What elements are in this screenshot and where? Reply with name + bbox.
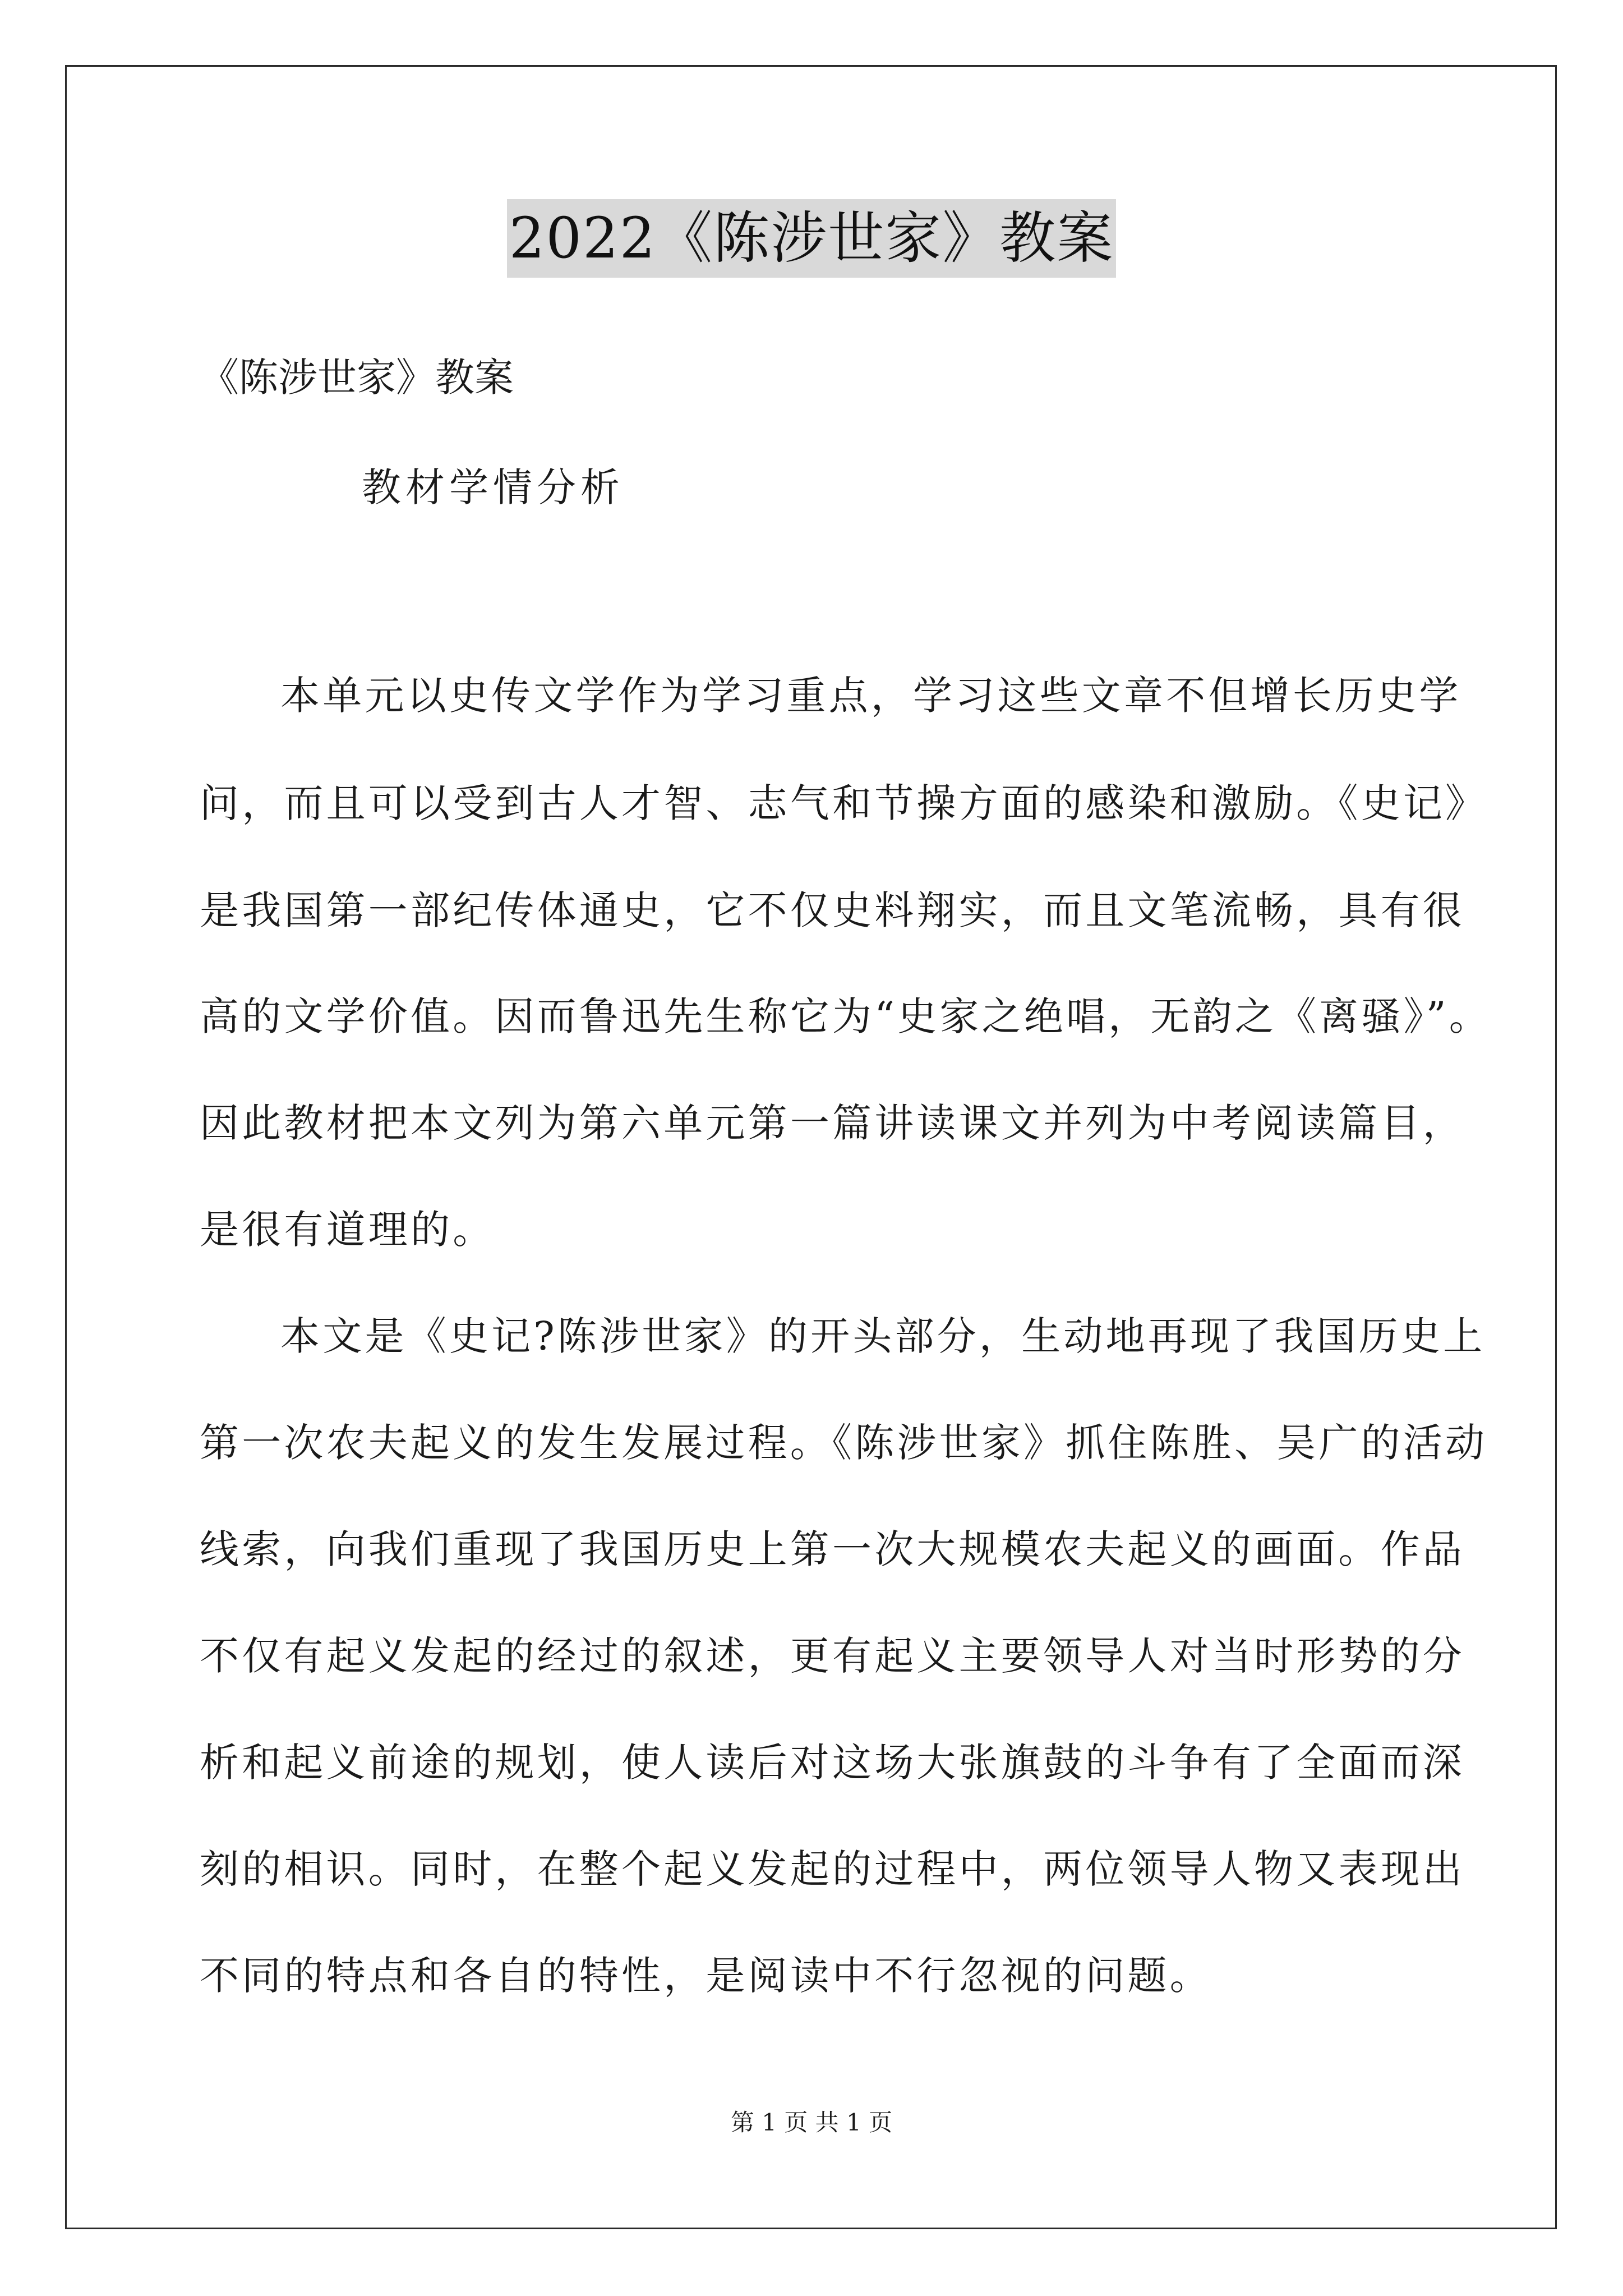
paragraph-2-line: 第一次农夫起义的发生发展过程。《陈涉世家》抓住陈胜、吴广的活动 bbox=[200, 1420, 1488, 1466]
page-footer: 第 1 页 共 1 页 bbox=[730, 2109, 893, 2136]
section-heading: 教材学情分析 bbox=[362, 464, 624, 510]
paragraph-2-line: 不仅有起义发起的经过的叙述，更有起义主要领导人对当时形势的分 bbox=[200, 1633, 1465, 1679]
document-subtitle: 《陈涉世家》教案 bbox=[200, 355, 514, 401]
paragraph-1-line: 是我国第一部纪传体通史，它不仅史料翔实，而且文笔流畅，具有很 bbox=[200, 887, 1465, 933]
paragraph-2-line: 刻的相识。同时，在整个起义发起的过程中，两位领导人物又表现出 bbox=[200, 1846, 1465, 1892]
paragraph-1-line: 问，而且可以受到古人才智、志气和节操方面的感染和激励。《史记》 bbox=[200, 780, 1488, 826]
paragraph-1-line: 因此教材把本文列为第六单元第一篇讲读课文并列为中考阅读篇目， bbox=[200, 1100, 1465, 1146]
paragraph-1-line: 高的文学价值。因而鲁迅先生称它为“史家之绝唱，无韵之《离骚》”。 bbox=[200, 993, 1491, 1039]
paragraph-1-line: 是很有道理的。 bbox=[200, 1207, 495, 1253]
document-title: 2022《陈涉世家》教案 bbox=[507, 199, 1117, 278]
paragraph-2-line: 不同的特点和各自的特性，是阅读中不行忽视的问题。 bbox=[200, 1953, 1212, 1999]
paragraph-2-line: 本文是《史记?陈涉世家》的开头部分，生动地再现了我国历史上 bbox=[280, 1313, 1486, 1359]
paragraph-2-line: 线索，向我们重现了我国历史上第一次大规模农夫起义的画面。作品 bbox=[200, 1526, 1465, 1572]
paragraph-2-line: 析和起义前途的规划，使人读后对这场大张旗鼓的斗争有了全面而深 bbox=[200, 1740, 1465, 1786]
paragraph-1-line: 本单元以史传文学作为学习重点，学习这些文章不但增长历史学 bbox=[280, 673, 1461, 719]
title-container bbox=[0, 199, 1623, 278]
